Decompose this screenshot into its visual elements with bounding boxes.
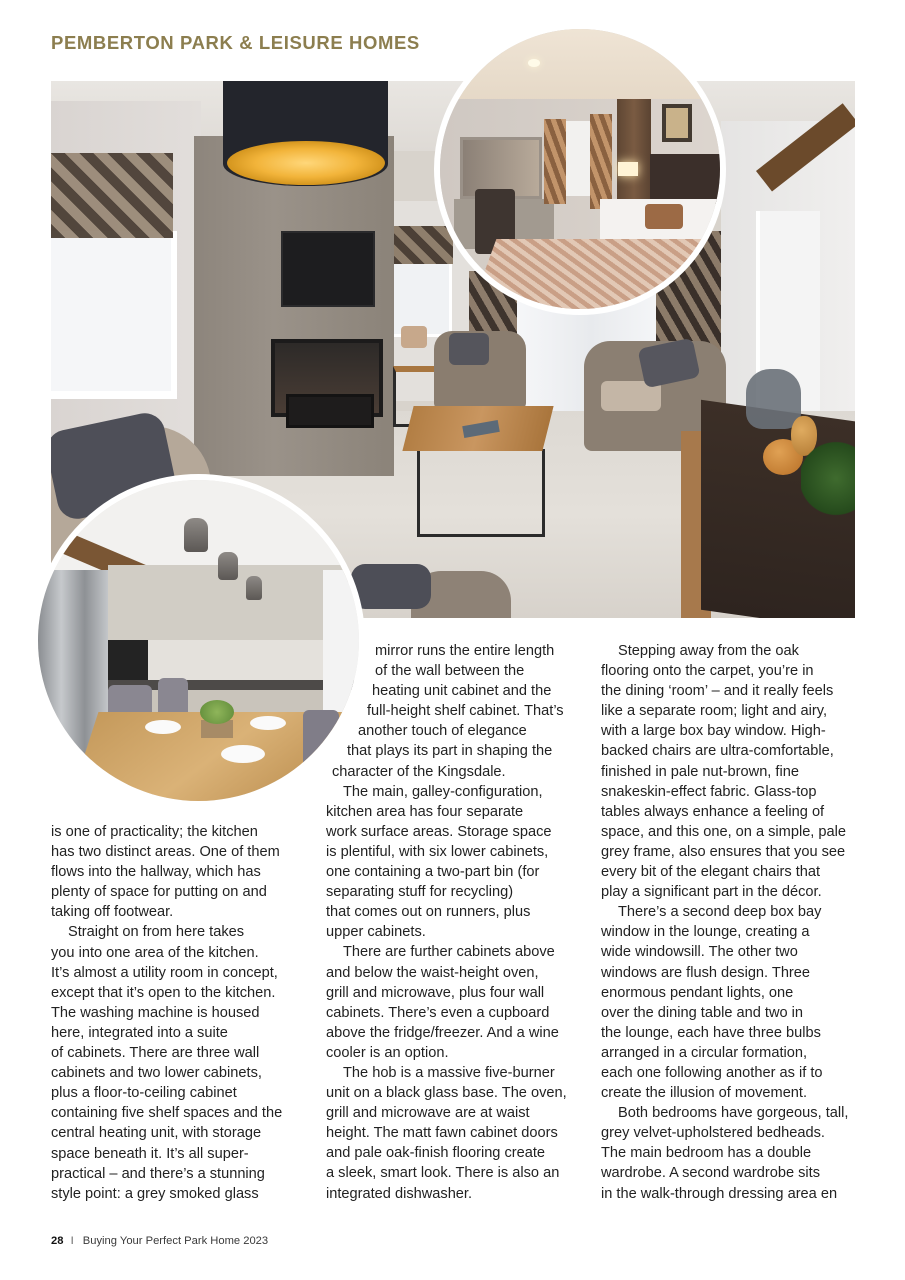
photo-fireplace-lower — [286, 394, 374, 428]
photo-table-frame — [417, 449, 545, 537]
photo-wall-light — [618, 162, 638, 176]
text-line: Straight on from here takes — [68, 924, 245, 941]
photo-oven — [108, 640, 148, 680]
photo-ceiling — [440, 29, 726, 109]
text-line: the dining ‘room’ – and it really feels — [601, 683, 834, 700]
photo-pillow — [645, 204, 683, 229]
text-line: grey velvet-upholstered bedheads. — [601, 1125, 825, 1142]
text-line: central heating unit, with storage — [51, 1125, 262, 1142]
text-line: height. The matt fawn cabinet doors — [326, 1125, 558, 1142]
text-line: unit on a black glass base. The oven, — [326, 1085, 567, 1102]
text-line: snakeskin-effect fabric. Glass-top — [601, 783, 817, 800]
photo-plate — [145, 720, 181, 734]
text-line: enormous pendant lights, one — [601, 984, 794, 1001]
text-line: cabinets. There’s even a cupboard — [326, 1004, 550, 1021]
text-line: kitchen area has four separate — [326, 803, 524, 820]
photo-pendant-light — [246, 576, 262, 600]
text-line: above the fridge/freezer. And a wine — [326, 1024, 559, 1041]
photo-headboard — [650, 154, 726, 204]
text-line: one containing a two-part bin (for — [326, 864, 540, 881]
text-line: mirror runs the entire length — [375, 643, 555, 659]
text-line: that plays its part in shaping the — [347, 743, 553, 760]
text-line: flooring onto the carpet, you’re in — [601, 663, 814, 680]
text-line: here, integrated into a suite — [51, 1024, 228, 1041]
photo-window — [566, 121, 592, 196]
photo-plant — [200, 700, 234, 724]
bedroom-photo — [434, 23, 726, 315]
text-line: is plentiful, with six lower cabinets, — [326, 843, 549, 860]
photo-plant — [801, 441, 855, 516]
text-line: cooler is an option. — [326, 1044, 449, 1061]
photo-window — [51, 231, 177, 399]
photo-curtain — [544, 119, 566, 204]
text-line: plus a floor-to-ceiling cabinet — [51, 1085, 237, 1102]
article-column-2 — [326, 641, 586, 1204]
text-line: The main, galley-configuration, — [343, 783, 543, 800]
text-line: wide windowsill. The other two — [601, 944, 798, 961]
text-line: create the illusion of movement. — [601, 1085, 808, 1102]
section-header: PEMBERTON PARK & LEISURE HOMES — [51, 32, 420, 53]
photo-downlight — [528, 59, 540, 67]
text-line: is one of practicality; the kitchen — [51, 824, 258, 840]
text-line: arranged in a circular formation, — [601, 1044, 808, 1061]
text-line: and below the waist-height oven, — [326, 964, 539, 981]
text-line: another touch of elegance — [358, 723, 527, 740]
photo-television — [281, 231, 375, 307]
text-line: grill and microwave are at waist — [326, 1105, 530, 1122]
text-line: finished in pale nut-brown, fine — [601, 763, 799, 780]
text-line: has two distinct areas. One of them — [51, 844, 280, 861]
text-line: full-height shelf cabinet. That’s — [367, 703, 564, 720]
text-line: every bit of the elegant chairs that — [601, 864, 821, 881]
text-line: upper cabinets. — [326, 924, 426, 941]
photo-pendant-light — [218, 552, 238, 580]
text-line: The hob is a massive five-burner — [343, 1064, 555, 1081]
text-line: separating stuff for recycling) — [326, 884, 514, 901]
text-line: except that it’s open to the kitchen. — [51, 984, 276, 1001]
text-line: style point: a grey smoked glass — [51, 1185, 259, 1202]
text-line: The main bedroom has a double — [601, 1145, 812, 1162]
text-line: containing five shelf spaces and the — [51, 1105, 283, 1122]
text-line: of the wall between the — [375, 663, 525, 680]
text-line: like a separate room; light and airy, — [601, 703, 828, 720]
text-line: grill and microwave, plus four wall — [326, 984, 545, 1001]
page-footer — [51, 1235, 268, 1247]
text-line: window in the lounge, creating a — [601, 924, 810, 941]
text-line: and pale oak-finish flooring create — [326, 1145, 546, 1162]
photo-vase — [746, 369, 801, 429]
footer-separator: I — [70, 1235, 74, 1247]
photo-bedspread — [464, 239, 726, 315]
text-line: tables always enhance a feeling of — [601, 803, 825, 820]
photo-cushion — [449, 333, 489, 365]
text-line: that comes out on runners, plus — [326, 904, 531, 921]
photo-picture-frame — [662, 104, 692, 142]
text-line: plenty of space for putting on and — [51, 884, 267, 901]
page-number: 28 — [51, 1235, 64, 1247]
text-line: Both bedrooms have gorgeous, tall, — [618, 1105, 849, 1122]
text-line: with a large box bay window. High- — [601, 723, 826, 740]
text-line: cabinets and two lower cabinets, — [51, 1065, 262, 1082]
text-line: character of the Kingsdale. — [332, 763, 506, 780]
photo-curtain — [590, 114, 612, 209]
kitchen-dining-photo — [32, 474, 365, 807]
text-line: There’s a second deep box bay — [618, 904, 822, 921]
photo-cushion — [351, 564, 431, 609]
text-line: integrated dishwasher. — [326, 1185, 473, 1202]
text-line: taking off footwear. — [51, 904, 174, 921]
text-line: you into one area of the kitchen. — [51, 944, 259, 961]
article-column-3 — [601, 641, 861, 1204]
text-line: wardrobe. A second wardrobe sits — [601, 1165, 821, 1182]
photo-pendant-glow — [227, 141, 385, 185]
text-line: windows are flush design. Three — [601, 964, 811, 981]
text-line: Stepping away from the oak — [618, 643, 799, 659]
photo-roman-blind — [51, 153, 173, 238]
text-line: of cabinets. There are three wall — [51, 1045, 260, 1062]
article-column-1 — [51, 822, 311, 1204]
text-line: The washing machine is housed — [51, 1004, 260, 1021]
text-line: grey frame, also ensures that you see — [601, 843, 846, 860]
photo-plate — [221, 745, 265, 763]
publication-title: Buying Your Perfect Park Home 2023 — [82, 1235, 269, 1247]
text-line: There are further cabinets above — [343, 944, 555, 961]
text-line: It’s almost a utility room in concept, — [51, 964, 278, 981]
text-line: practical – and there’s a stunning — [51, 1165, 265, 1182]
text-line: space beneath it. It’s all super- — [51, 1145, 249, 1162]
text-line: backed chairs are ultra-comfortable, — [601, 743, 834, 760]
text-line: work surface areas. Storage space — [326, 823, 552, 840]
text-line: each one following another as if to — [601, 1064, 823, 1081]
text-line: over the dining table and two in — [601, 1004, 804, 1021]
photo-pendant-light — [184, 518, 208, 552]
text-line: a sleek, smart look. There is also an — [326, 1165, 560, 1182]
text-line: in the walk-through dressing area en — [601, 1185, 838, 1202]
photo-lamp — [401, 326, 427, 348]
photo-splashback — [148, 640, 348, 680]
text-line: play a significant part in the décor. — [601, 884, 822, 901]
text-line: space, and this one, on a simple, pale — [601, 823, 847, 840]
text-line: flows into the hallway, which has — [51, 864, 261, 881]
text-line: heating unit cabinet and the — [372, 683, 552, 700]
photo-plate — [250, 716, 286, 730]
text-line: the lounge, each have three bulbs — [601, 1024, 821, 1041]
